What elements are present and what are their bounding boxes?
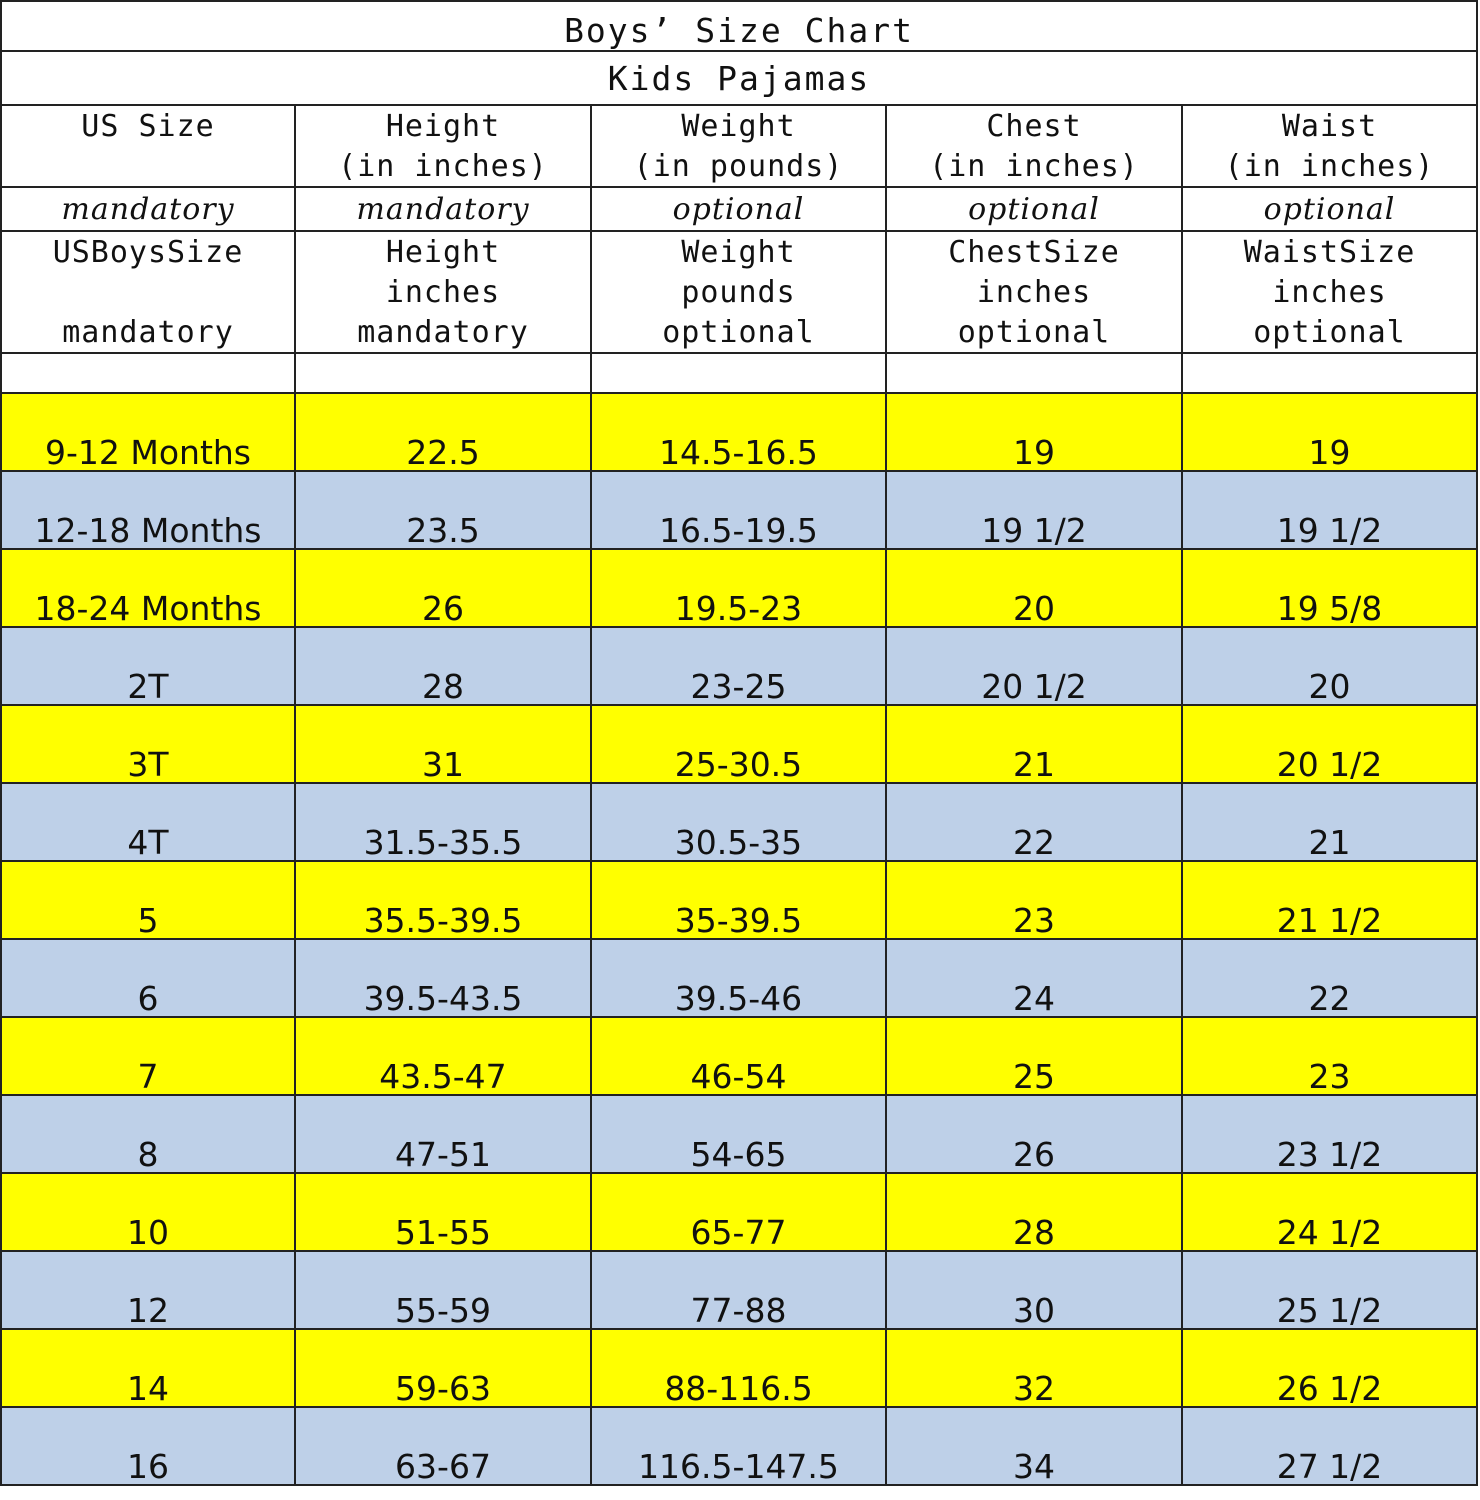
size-cell: 12 bbox=[1, 1251, 295, 1329]
table-row bbox=[1, 1095, 1477, 1173]
weight-cell: 39.5-46 bbox=[591, 939, 886, 1017]
waist-cell: 22 bbox=[1182, 939, 1477, 1017]
header-row-field-units bbox=[1, 272, 1477, 312]
header-cell: Waist bbox=[1182, 105, 1477, 146]
chest-cell: 21 bbox=[886, 705, 1182, 783]
header-cell: mandatory bbox=[295, 312, 591, 353]
height-cell: 23.5 bbox=[295, 471, 591, 549]
size-cell: 2T bbox=[1, 627, 295, 705]
header-cell: mandatory bbox=[295, 187, 591, 231]
height-cell: 47-51 bbox=[295, 1095, 591, 1173]
header-row-field-names bbox=[1, 231, 1477, 272]
waist-cell: 20 1/2 bbox=[1182, 705, 1477, 783]
waist-cell: 19 1/2 bbox=[1182, 471, 1477, 549]
weight-cell: 65-77 bbox=[591, 1173, 886, 1251]
height-cell: 59-63 bbox=[295, 1329, 591, 1407]
table-row bbox=[1, 549, 1477, 627]
size-cell: 9-12 Months bbox=[1, 393, 295, 471]
header-row-units bbox=[1, 146, 1477, 187]
height-cell: 31.5-35.5 bbox=[295, 783, 591, 861]
header-cell: mandatory bbox=[1, 187, 295, 231]
header-row-field-requirement bbox=[1, 312, 1477, 353]
size-cell: 10 bbox=[1, 1173, 295, 1251]
header-cell: Weight bbox=[591, 231, 886, 272]
weight-cell: 25-30.5 bbox=[591, 705, 886, 783]
size-cell: 4T bbox=[1, 783, 295, 861]
header-cell: inches bbox=[1182, 272, 1477, 312]
table-row bbox=[1, 939, 1477, 1017]
size-cell: 18-24 Months bbox=[1, 549, 295, 627]
waist-cell: 23 1/2 bbox=[1182, 1095, 1477, 1173]
height-cell: 22.5 bbox=[295, 393, 591, 471]
weight-cell: 30.5-35 bbox=[591, 783, 886, 861]
size-cell: 5 bbox=[1, 861, 295, 939]
header-cell: optional bbox=[591, 312, 886, 353]
table-row bbox=[1, 705, 1477, 783]
header-cell: inches bbox=[295, 272, 591, 312]
empty-cell bbox=[1182, 353, 1477, 393]
size-cell: 6 bbox=[1, 939, 295, 1017]
weight-cell: 16.5-19.5 bbox=[591, 471, 886, 549]
header-cell: optional bbox=[591, 187, 886, 231]
empty-cell bbox=[591, 353, 886, 393]
chest-cell: 28 bbox=[886, 1173, 1182, 1251]
chest-cell: 26 bbox=[886, 1095, 1182, 1173]
header-cell bbox=[1, 146, 295, 187]
header-cell: Chest bbox=[886, 105, 1182, 146]
weight-cell: 54-65 bbox=[591, 1095, 886, 1173]
weight-cell: 14.5-16.5 bbox=[591, 393, 886, 471]
waist-cell: 25 1/2 bbox=[1182, 1251, 1477, 1329]
header-cell: (in inches) bbox=[1182, 146, 1477, 187]
header-cell: optional bbox=[886, 187, 1182, 231]
weight-cell: 88-116.5 bbox=[591, 1329, 886, 1407]
table-row bbox=[1, 471, 1477, 549]
height-cell: 39.5-43.5 bbox=[295, 939, 591, 1017]
header-cell: USBoysSize bbox=[1, 231, 295, 272]
chest-cell: 24 bbox=[886, 939, 1182, 1017]
header-cell: Weight bbox=[591, 105, 886, 146]
table-row bbox=[1, 393, 1477, 471]
chest-cell: 34 bbox=[886, 1407, 1182, 1485]
table-row bbox=[1, 1173, 1477, 1251]
height-cell: 51-55 bbox=[295, 1173, 591, 1251]
weight-cell: 23-25 bbox=[591, 627, 886, 705]
header-cell: mandatory bbox=[1, 312, 295, 353]
header-cell: optional bbox=[1182, 187, 1477, 231]
header-cell: optional bbox=[886, 312, 1182, 353]
table-row bbox=[1, 783, 1477, 861]
blank-spacer-row bbox=[1, 353, 1477, 393]
height-cell: 35.5-39.5 bbox=[295, 861, 591, 939]
waist-cell: 21 1/2 bbox=[1182, 861, 1477, 939]
weight-cell: 35-39.5 bbox=[591, 861, 886, 939]
weight-cell: 46-54 bbox=[591, 1017, 886, 1095]
height-cell: 55-59 bbox=[295, 1251, 591, 1329]
header-cell: (in inches) bbox=[295, 146, 591, 187]
header-cell: (in inches) bbox=[886, 146, 1182, 187]
header-row-names bbox=[1, 105, 1477, 146]
size-cell: 16 bbox=[1, 1407, 295, 1485]
table-row bbox=[1, 861, 1477, 939]
waist-cell: 20 bbox=[1182, 627, 1477, 705]
size-cell: 8 bbox=[1, 1095, 295, 1173]
weight-cell: 77-88 bbox=[591, 1251, 886, 1329]
waist-cell: 19 bbox=[1182, 393, 1477, 471]
header-cell: inches bbox=[886, 272, 1182, 312]
header-cell: Height bbox=[295, 231, 591, 272]
waist-cell: 23 bbox=[1182, 1017, 1477, 1095]
header-cell: US Size bbox=[1, 105, 295, 146]
height-cell: 31 bbox=[295, 705, 591, 783]
table-row bbox=[1, 1329, 1477, 1407]
chart-subtitle: Kids Pajamas bbox=[1, 51, 1477, 105]
chest-cell: 23 bbox=[886, 861, 1182, 939]
header-cell: (in pounds) bbox=[591, 146, 886, 187]
table-row bbox=[1, 1407, 1477, 1485]
header-cell bbox=[1, 272, 295, 312]
header-row-requirement-italic bbox=[1, 187, 1477, 231]
height-cell: 28 bbox=[295, 627, 591, 705]
weight-cell: 19.5-23 bbox=[591, 549, 886, 627]
waist-cell: 24 1/2 bbox=[1182, 1173, 1477, 1251]
header-cell: pounds bbox=[591, 272, 886, 312]
size-cell: 14 bbox=[1, 1329, 295, 1407]
size-cell: 7 bbox=[1, 1017, 295, 1095]
header-cell: optional bbox=[1182, 312, 1477, 353]
height-cell: 26 bbox=[295, 549, 591, 627]
chest-cell: 19 1/2 bbox=[886, 471, 1182, 549]
height-cell: 63-67 bbox=[295, 1407, 591, 1485]
chest-cell: 32 bbox=[886, 1329, 1182, 1407]
chart-title: Boys’ Size Chart bbox=[1, 1, 1477, 51]
table-row bbox=[1, 1017, 1477, 1095]
chest-cell: 22 bbox=[886, 783, 1182, 861]
header-cell: WaistSize bbox=[1182, 231, 1477, 272]
height-cell: 43.5-47 bbox=[295, 1017, 591, 1095]
waist-cell: 26 1/2 bbox=[1182, 1329, 1477, 1407]
waist-cell: 27 1/2 bbox=[1182, 1407, 1477, 1485]
header-cell: ChestSize bbox=[886, 231, 1182, 272]
empty-cell bbox=[886, 353, 1182, 393]
waist-cell: 21 bbox=[1182, 783, 1477, 861]
header-cell: Height bbox=[295, 105, 591, 146]
weight-cell: 116.5-147.5 bbox=[591, 1407, 886, 1485]
chest-cell: 19 bbox=[886, 393, 1182, 471]
chest-cell: 20 1/2 bbox=[886, 627, 1182, 705]
empty-cell bbox=[1, 353, 295, 393]
chest-cell: 30 bbox=[886, 1251, 1182, 1329]
chest-cell: 25 bbox=[886, 1017, 1182, 1095]
table-row bbox=[1, 627, 1477, 705]
size-cell: 3T bbox=[1, 705, 295, 783]
chest-cell: 20 bbox=[886, 549, 1182, 627]
table-row bbox=[1, 1251, 1477, 1329]
waist-cell: 19 5/8 bbox=[1182, 549, 1477, 627]
empty-cell bbox=[295, 353, 591, 393]
size-cell: 12-18 Months bbox=[1, 471, 295, 549]
